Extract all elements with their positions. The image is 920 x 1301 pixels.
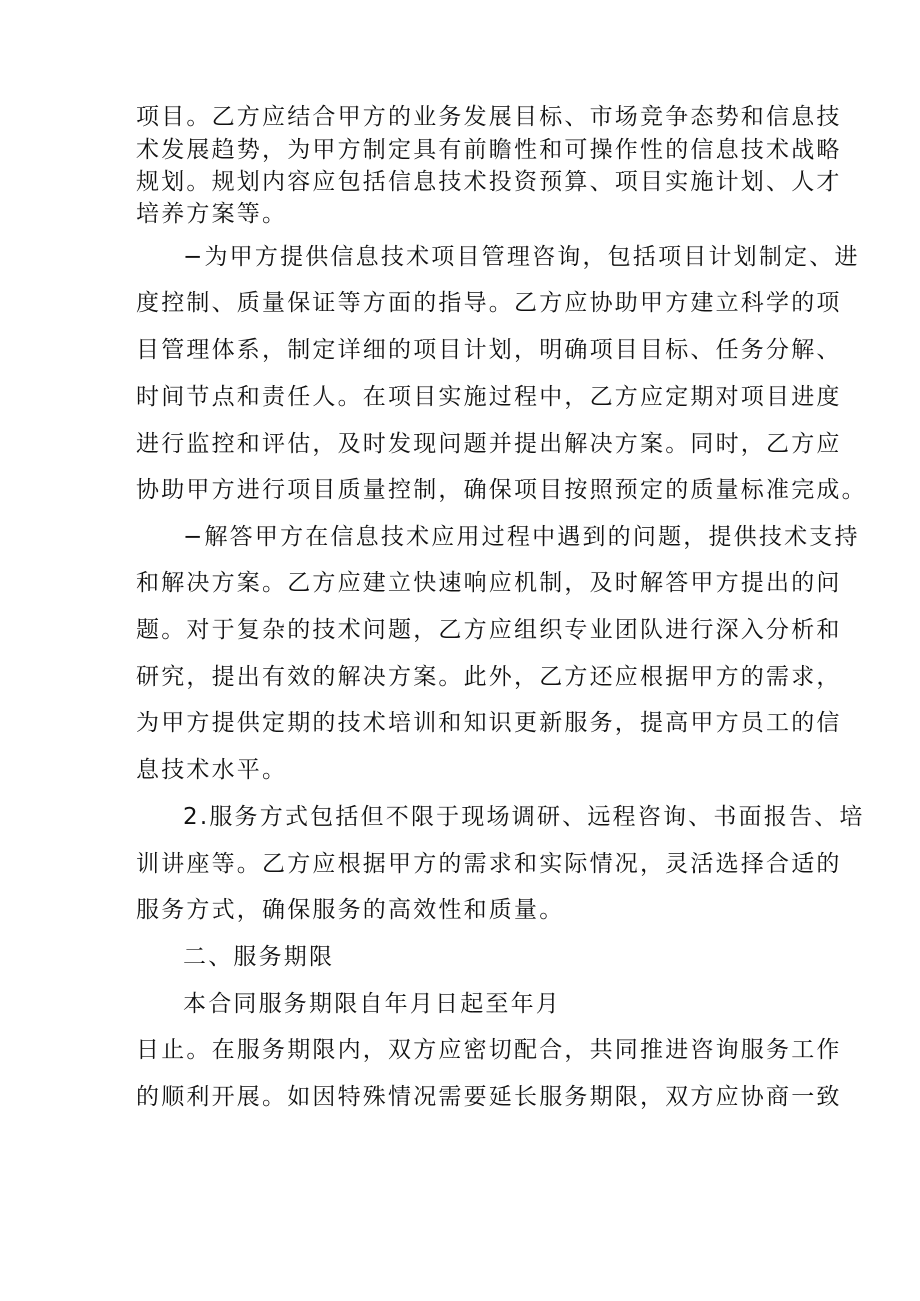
text-line: 规划。规划内容应包括信息技术投资预算、项目实施计划、人才 [136, 169, 842, 195]
text-line: 日止。在服务期限内，双方应密切配合，共同推进咨询服务工作 [136, 1037, 842, 1063]
text-line: 息技术水平。 [136, 757, 288, 783]
text-line: 和解决方案。乙方应建立快速响应机制，及时解答甲方提出的问 [136, 570, 842, 596]
text-line: 培养方案等。 [136, 201, 288, 227]
text-line: 训讲座等。乙方应根据甲方的需求和实际情况，灵活选择合适的 [136, 851, 842, 877]
text-line: 的顺利开展。如因特殊情况需要延长服务期限，双方应协商一致 [136, 1084, 842, 1110]
text-line: 目管理体系，制定详细的项目计划，明确项目目标、任务分解、 [136, 337, 842, 363]
text-line: 度控制、质量保证等方面的指导。乙方应协助甲方建立科学的项 [136, 290, 842, 316]
text-line: 为甲方提供定期的技术培训和知识更新服务，提高甲方员工的信 [136, 710, 842, 736]
text-line: 2.服务方式包括但不限于现场调研、远程咨询、书面报告、培 [183, 804, 865, 830]
section-heading: 二、服务期限 [183, 944, 335, 970]
text-line: 本合同服务期限自年月日起至年月 [183, 991, 561, 1017]
text-line: 服务方式，确保服务的高效性和质量。 [136, 897, 565, 923]
text-line: −解答甲方在信息技术应用过程中遇到的问题，提供技术支持 [183, 524, 860, 550]
text-line: 题。对于复杂的技术问题，乙方应组织专业团队进行深入分析和 [136, 617, 842, 643]
text-line: 时间节点和责任人。在项目实施过程中，乙方应定期对项目进度 [136, 384, 842, 410]
text-line: −为甲方提供信息技术项目管理咨询，包括项目计划制定、进 [183, 244, 860, 270]
text-line: 进行监控和评估，及时发现问题并提出解决方案。同时，乙方应 [136, 431, 842, 457]
text-line: 研究，提出有效的解决方案。此外，乙方还应根据甲方的需求， [136, 664, 842, 690]
text-line: 项目。乙方应结合甲方的业务发展目标、市场竞争态势和信息技 [136, 104, 842, 130]
text-line: 协助甲方进行项目质量控制，确保项目按照预定的质量标准完成。 [136, 477, 867, 503]
text-line: 术发展趋势，为甲方制定具有前瞻性和可操作性的信息技术战略 [136, 137, 842, 163]
